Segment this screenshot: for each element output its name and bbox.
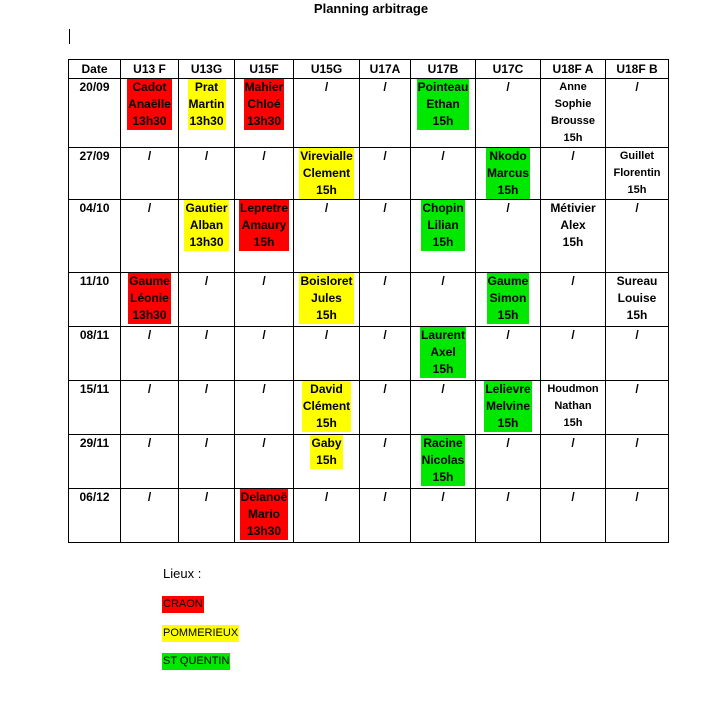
- column-header-u13g: U13G: [179, 60, 235, 79]
- no-match-slash: /: [635, 436, 639, 450]
- no-match-slash: /: [441, 274, 445, 288]
- no-match-slash: /: [147, 490, 152, 504]
- no-match-slash: /: [262, 149, 266, 163]
- assignment-cell: [476, 489, 541, 543]
- assignment-cell: [294, 79, 360, 148]
- assignment-cell: [121, 327, 179, 381]
- no-match-slash: /: [506, 80, 510, 94]
- no-match-slash: /: [147, 436, 152, 450]
- column-header-u17b: U17B: [411, 60, 476, 79]
- column-header-u18fa: U18F A: [541, 60, 606, 79]
- referee-schedule-table: [68, 59, 669, 543]
- assignment-cell: [606, 273, 669, 327]
- header-row: [69, 60, 669, 79]
- column-header-u17a: U17A: [360, 60, 411, 79]
- assignment-cell: [294, 273, 360, 327]
- table-row: [69, 435, 669, 489]
- assignment-cell: [294, 200, 360, 273]
- referee-assignment: Pointeau Ethan 15h: [417, 80, 469, 128]
- assignment-cell: [235, 79, 294, 148]
- assignment-cell: [541, 489, 606, 543]
- column-header-u15f: U15F: [235, 60, 294, 79]
- assignment-cell: [476, 435, 541, 489]
- referee-assignment: Métivier Alex 15h: [550, 201, 596, 249]
- referee-assignment: Lepretre Amaury 15h: [239, 201, 289, 249]
- assignment-cell: [411, 327, 476, 381]
- no-match-slash: /: [324, 201, 329, 215]
- assignment-cell: [121, 435, 179, 489]
- assignment-cell: [606, 79, 669, 148]
- assignment-cell: [411, 273, 476, 327]
- referee-assignment: Gaby 15h: [311, 436, 342, 467]
- assignment-cell: [294, 381, 360, 435]
- table-row: [69, 327, 669, 381]
- no-match-slash: /: [506, 490, 510, 504]
- assignment-cell: [541, 381, 606, 435]
- no-match-slash: /: [204, 274, 209, 288]
- no-match-slash: /: [441, 149, 445, 163]
- assignment-cell: [411, 200, 476, 273]
- assignment-cell: [541, 79, 606, 148]
- no-match-slash: /: [262, 436, 266, 450]
- assignment-cell: [411, 148, 476, 200]
- referee-assignment: Virevialle Clement 15h: [300, 149, 353, 197]
- assignment-cell: [606, 489, 669, 543]
- date-cell: 08/11: [69, 327, 121, 381]
- assignment-cell: [360, 273, 411, 327]
- assignment-cell: [179, 148, 235, 200]
- no-match-slash: /: [383, 149, 387, 163]
- referee-assignment: Cadot Anaëlle 13h30: [128, 80, 171, 128]
- assignment-cell: [121, 79, 179, 148]
- no-match-slash: /: [324, 328, 329, 342]
- referee-assignment: Anne Sophie Brousse 15h: [550, 81, 596, 144]
- assignment-cell: [179, 200, 235, 273]
- no-match-slash: /: [262, 274, 266, 288]
- no-match-slash: /: [635, 201, 639, 215]
- no-match-slash: /: [324, 490, 329, 504]
- assignment-cell: [360, 200, 411, 273]
- no-match-slash: /: [383, 201, 387, 215]
- assignment-cell: [360, 435, 411, 489]
- no-match-slash: /: [204, 382, 209, 396]
- no-match-slash: /: [506, 436, 510, 450]
- no-match-slash: /: [262, 382, 266, 396]
- referee-assignment: Gautier Alban 13h30: [185, 201, 228, 249]
- referee-assignment: Prat Martin 13h30: [188, 80, 225, 128]
- referee-assignment: Delanoë Mario 13h30: [240, 490, 288, 538]
- no-match-slash: /: [571, 328, 575, 342]
- no-match-slash: /: [383, 328, 387, 342]
- legend-title: Lieux :: [163, 566, 202, 581]
- assignment-cell: [541, 327, 606, 381]
- legend-item-craon: CRAON: [162, 596, 204, 613]
- no-match-slash: /: [571, 436, 575, 450]
- referee-assignment: Guillet Florentin 15h: [613, 150, 661, 196]
- no-match-slash: /: [147, 328, 152, 342]
- no-match-slash: /: [204, 149, 209, 163]
- no-match-slash: /: [383, 80, 387, 94]
- no-match-slash: /: [383, 436, 387, 450]
- assignment-cell: [294, 327, 360, 381]
- assignment-cell: [476, 327, 541, 381]
- no-match-slash: /: [262, 328, 266, 342]
- assignment-cell: [179, 273, 235, 327]
- assignment-cell: [476, 273, 541, 327]
- assignment-cell: [121, 381, 179, 435]
- assignment-cell: [235, 273, 294, 327]
- date-cell: 04/10: [69, 200, 121, 273]
- no-match-slash: /: [506, 328, 510, 342]
- document-title: Planning arbitrage: [313, 1, 429, 16]
- column-header-date: Date: [69, 60, 121, 79]
- referee-assignment: Nkodo Marcus 15h: [486, 149, 530, 197]
- referee-assignment: Gaume Simon 15h: [487, 274, 529, 322]
- assignment-cell: [235, 489, 294, 543]
- table-row: [69, 489, 669, 543]
- no-match-slash: /: [571, 274, 575, 288]
- assignment-cell: [179, 435, 235, 489]
- assignment-cell: [541, 435, 606, 489]
- date-cell: 27/09: [69, 148, 121, 200]
- date-cell: 06/12: [69, 489, 121, 543]
- no-match-slash: /: [383, 274, 387, 288]
- assignment-cell: [235, 148, 294, 200]
- assignment-cell: [360, 489, 411, 543]
- no-match-slash: /: [147, 149, 152, 163]
- date-cell: 29/11: [69, 435, 121, 489]
- referee-assignment: Lelievre Melvine 15h: [485, 382, 531, 430]
- referee-assignment: Laurent Axel 15h: [420, 328, 465, 376]
- column-header-u17c: U17C: [476, 60, 541, 79]
- date-cell: 20/09: [69, 79, 121, 148]
- legend-item-pommerieux: POMMERIEUX: [162, 625, 239, 642]
- assignment-cell: [294, 148, 360, 200]
- no-match-slash: /: [324, 80, 329, 94]
- assignment-cell: [476, 200, 541, 273]
- no-match-slash: /: [441, 490, 445, 504]
- assignment-cell: [235, 327, 294, 381]
- assignment-cell: [476, 381, 541, 435]
- assignment-cell: [360, 381, 411, 435]
- table-row: [69, 200, 669, 273]
- referee-assignment: Mahier Chloé 13h30: [244, 80, 284, 128]
- referee-assignment: Racine Nicolas 15h: [421, 436, 465, 484]
- assignment-cell: [179, 79, 235, 148]
- no-match-slash: /: [204, 490, 209, 504]
- no-match-slash: /: [571, 490, 575, 504]
- assignment-cell: [541, 273, 606, 327]
- no-match-slash: /: [635, 328, 639, 342]
- column-header-u13f: U13 F: [121, 60, 179, 79]
- no-match-slash: /: [571, 149, 575, 163]
- assignment-cell: [606, 435, 669, 489]
- table-row: [69, 148, 669, 200]
- assignment-cell: [121, 148, 179, 200]
- no-match-slash: /: [147, 201, 152, 215]
- legend-item-st-quentin: ST QUENTIN: [162, 653, 230, 670]
- assignment-cell: [121, 489, 179, 543]
- table-row: [69, 381, 669, 435]
- assignment-cell: [235, 200, 294, 273]
- text-cursor: [69, 29, 70, 44]
- no-match-slash: /: [204, 436, 209, 450]
- no-match-slash: /: [506, 201, 510, 215]
- no-match-slash: /: [635, 382, 639, 396]
- referee-assignment: Gaume Léonie 13h30: [129, 274, 170, 322]
- assignment-cell: [294, 435, 360, 489]
- referee-assignment: Chopin Lilian 15h: [422, 201, 464, 249]
- assignment-cell: [606, 200, 669, 273]
- assignment-cell: [411, 381, 476, 435]
- assignment-cell: [606, 381, 669, 435]
- assignment-cell: [360, 148, 411, 200]
- no-match-slash: /: [635, 490, 639, 504]
- assignment-cell: [179, 327, 235, 381]
- referee-assignment: David Clément 15h: [302, 382, 351, 430]
- referee-assignment: Houdmon Nathan 15h: [547, 383, 599, 429]
- no-match-slash: /: [204, 328, 209, 342]
- assignment-cell: [179, 381, 235, 435]
- no-match-slash: /: [147, 382, 152, 396]
- no-match-slash: /: [635, 80, 639, 94]
- date-cell: 11/10: [69, 273, 121, 327]
- assignment-cell: [411, 435, 476, 489]
- assignment-cell: [541, 200, 606, 273]
- table-row: [69, 273, 669, 327]
- assignment-cell: [121, 200, 179, 273]
- assignment-cell: [360, 79, 411, 148]
- assignment-cell: [121, 273, 179, 327]
- assignment-cell: [476, 79, 541, 148]
- assignment-cell: [294, 489, 360, 543]
- referee-assignment: Sureau Louise 15h: [616, 274, 658, 322]
- assignment-cell: [360, 327, 411, 381]
- assignment-cell: [411, 489, 476, 543]
- date-cell: 15/11: [69, 381, 121, 435]
- assignment-cell: [235, 435, 294, 489]
- assignment-cell: [606, 148, 669, 200]
- assignment-cell: [235, 381, 294, 435]
- assignment-cell: [541, 148, 606, 200]
- referee-assignment: Boisloret Jules 15h: [300, 274, 353, 322]
- assignment-cell: [411, 79, 476, 148]
- no-match-slash: /: [383, 382, 387, 396]
- table-row: [69, 79, 669, 148]
- assignment-cell: [179, 489, 235, 543]
- no-match-slash: /: [383, 490, 387, 504]
- no-match-slash: /: [441, 382, 445, 396]
- column-header-u18fb: U18F B: [606, 60, 669, 79]
- column-header-u15g: U15G: [294, 60, 360, 79]
- assignment-cell: [476, 148, 541, 200]
- assignment-cell: [606, 327, 669, 381]
